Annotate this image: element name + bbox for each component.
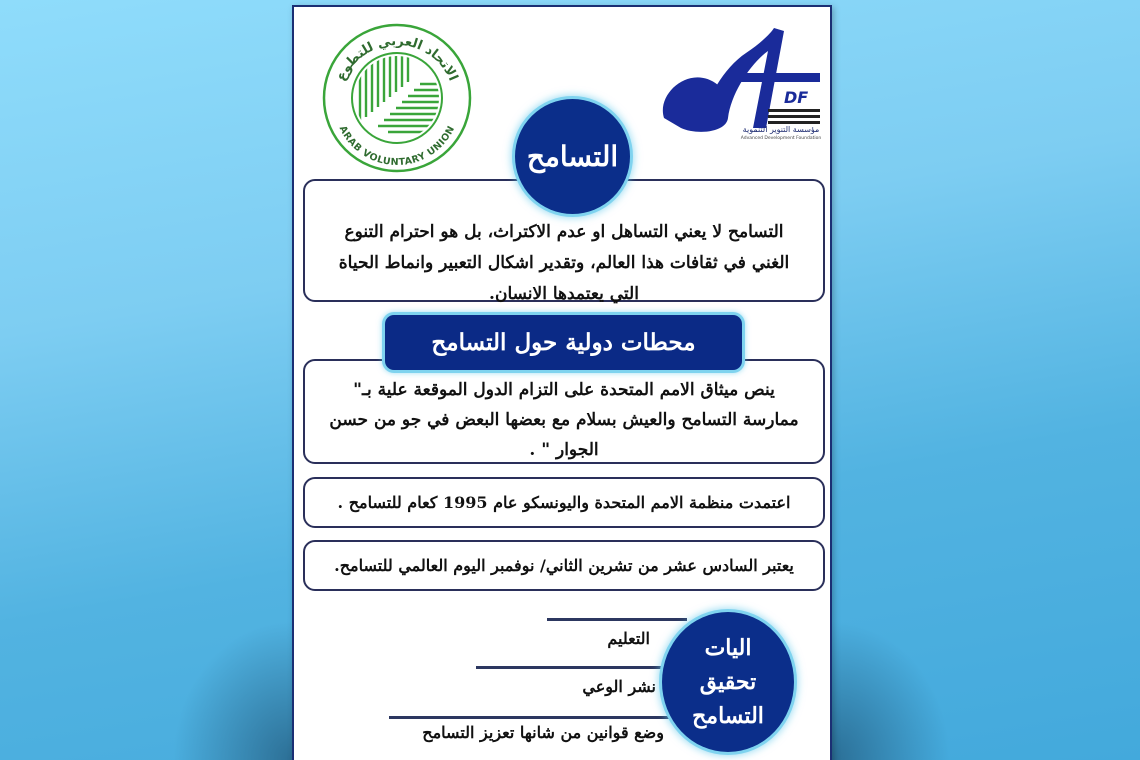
title-circle: التسامح xyxy=(515,99,630,214)
milestone-text: يعتبر السادس عشر من تشرين الثاني/ نوفمبر اليوم العالمي للتسامح. xyxy=(334,556,794,575)
milestone-box xyxy=(303,540,825,591)
mechanisms-title-line: تحقيق xyxy=(699,669,757,695)
mechanisms-circle xyxy=(662,612,794,752)
mechanism-item: التعليم xyxy=(607,629,650,648)
milestone-box xyxy=(303,359,825,464)
divider-line xyxy=(547,618,687,621)
poster-shadow-left xyxy=(172,620,292,760)
section-header: محطات دولية حول التسامح xyxy=(385,315,742,370)
tolerance-poster xyxy=(292,5,832,760)
milestone-text: ينص ميثاق الامم المتحدة على التزام الدول الموقعة علية بـ" ممارسة التسامح والعيش بسلام مع بعضها البعض في جو من حسن الجوار " . xyxy=(329,380,799,460)
poster-shadow-right xyxy=(831,620,951,760)
definition-text: التسامح لا يعني التساهل او عدم الاكتراث، بل هو احترام التنوع الغني في ثقافات هذا العالم، وتقدير اشكال التعبير وانماط الحياة التي يعتمدها الانسان. xyxy=(338,222,790,304)
adf-caption-english: Advanced Development Foundation xyxy=(740,136,822,141)
mechanism-item: وضع قوانين من شانها تعزيز التسامح xyxy=(422,723,664,742)
mechanism-item: نشر الوعي xyxy=(582,677,656,696)
divider-line xyxy=(389,716,679,719)
adf-caption-arabic: مؤسسة التنوير التنموية xyxy=(742,125,820,134)
milestone-box xyxy=(303,477,825,528)
svg-text:الاتحاد العربي للتطوع: الاتحاد العربي للتطوع xyxy=(333,33,461,84)
svg-text:ARAB VOLUNTARY UNION: ARAB VOLUNTARY UNION xyxy=(336,124,458,169)
arab-voluntary-union-logo xyxy=(318,22,476,174)
divider-line xyxy=(476,666,676,669)
mechanisms-title-line: اليات xyxy=(704,635,752,661)
mechanisms-title-line: التسامح xyxy=(692,703,764,729)
milestone-text: اعتمدت منظمة الامم المتحدة واليونسكو عام 1995 كعام للتسامح . xyxy=(337,493,791,512)
svg-text:DF: DF xyxy=(784,88,809,107)
